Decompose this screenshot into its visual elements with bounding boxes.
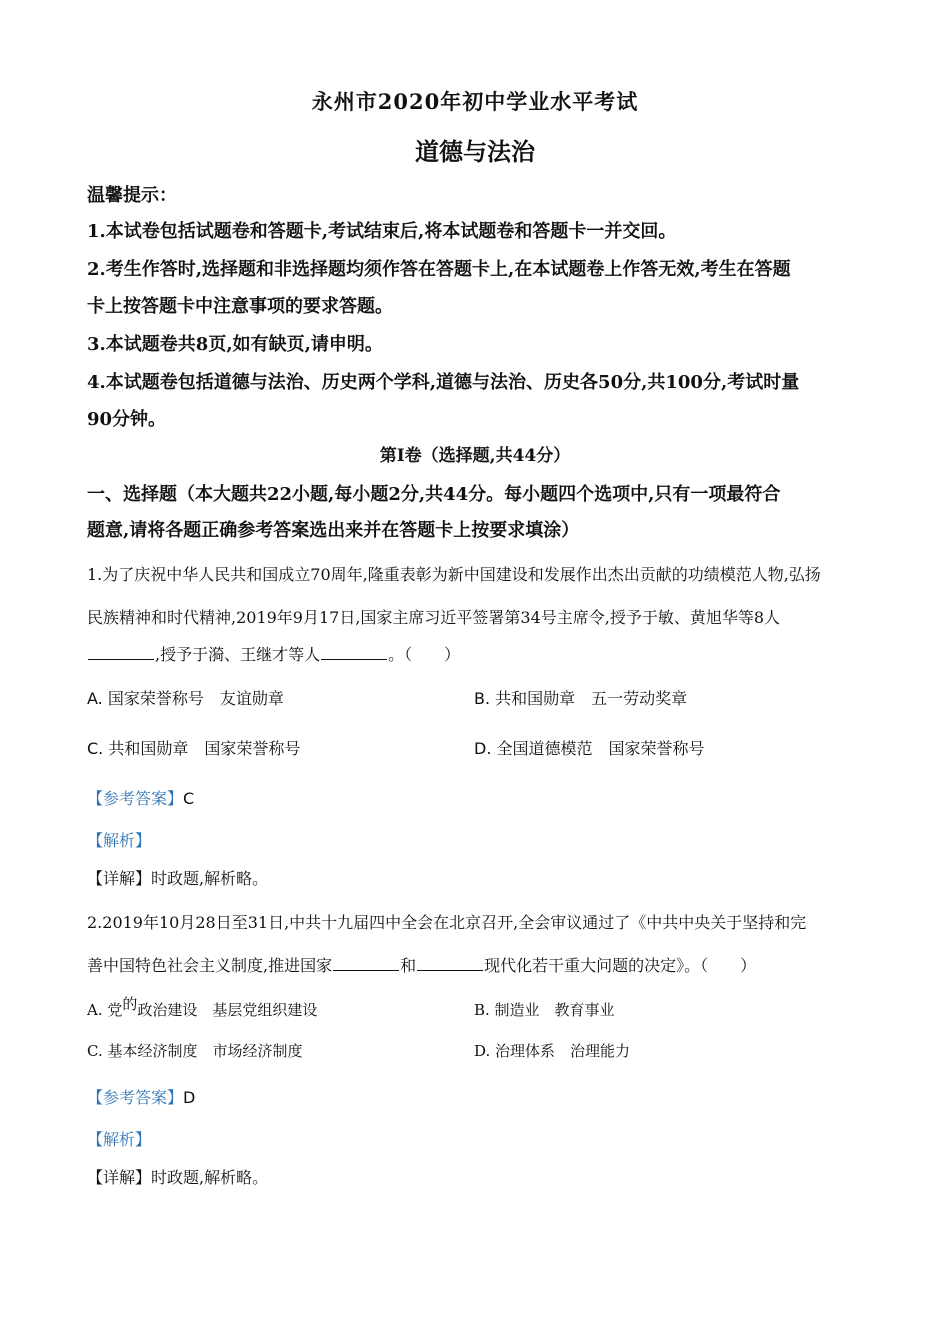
answer-blank — [321, 644, 387, 660]
question-1-option-a: A. 国家荣誉称号 友谊勋章 — [87, 689, 284, 708]
question-1-option-c: C. 共和国勋章 国家荣誉称号 — [87, 739, 301, 758]
answer-letter: D — [183, 1088, 196, 1107]
question-2-option-a: A. 党的政治建设 基层党组织建设 — [87, 995, 318, 1019]
question-2-text-cont: 善中国特色社会主义制度,推进国家 和 现代化若干重大问题的决定》。（ ） — [87, 956, 757, 975]
question-1-option-b: B. 共和国勋章 五一劳动奖章 — [474, 689, 688, 708]
answer-blank — [88, 644, 154, 660]
question-2-option-c: C. 基本经济制度 市场经济制度 — [87, 1042, 303, 1060]
question-2-option-b: B. 制造业 教育事业 — [474, 1001, 615, 1019]
question-1-text-cont: 民族精神和时代精神,2019年9月17日,国家主席习近平签署第34号主席令,授予于敏、黄旭华等8人 — [87, 608, 781, 627]
answer-letter: C — [183, 789, 195, 808]
notice-item-4: 4.本试题卷包括道德与法治、历史两个学科,道德与法治、历史各50分,共100分,考试时量 — [87, 372, 800, 393]
question-1-text: 1.为了庆祝中华人民共和国成立70周年,隆重表彰为新中国建设和发展作出杰出贡献的功绩模范人物,弘扬 — [87, 565, 821, 584]
question-1-option-d: D. 全国道德模范 国家荣誉称号 — [474, 739, 705, 758]
answer-blank — [417, 955, 483, 971]
question-2-answer: 【参考答案】D — [87, 1088, 196, 1107]
question-1-answer: 【参考答案】C — [87, 789, 195, 808]
notice-item-2: 2.考生作答时,选择题和非选择题均须作答在答题卡上,在本试题卷上作答无效,考生在答题 — [87, 259, 791, 280]
answer-blank — [333, 955, 399, 971]
subject-title: 道德与法治 — [415, 137, 535, 166]
question-2-text: 2.2019年10月28日至31日,中共十九届四中全会在北京召开,全会审议通过了《中共中央关于坚持和完 — [87, 913, 807, 932]
question-2-detail: 【详解】时政题,解析略。 — [87, 1168, 269, 1187]
question-2-option-d: D. 治理体系 治理能力 — [474, 1042, 631, 1060]
section-heading: 第Ⅰ卷（选择题,共44分） — [379, 446, 571, 466]
question-1-detail: 【详解】时政题,解析略。 — [87, 869, 269, 888]
section-instruction-cont: 题意,请将各题正确参考答案选出来并在答题卡上按要求填涂） — [87, 520, 580, 541]
notice-item-2-cont: 卡上按答题卡中注意事项的要求答题。 — [87, 296, 393, 317]
notice-label: 温馨提示： — [87, 185, 177, 206]
question-2-analysis-label: 【解析】 — [87, 1130, 152, 1149]
question-1-analysis-label: 【解析】 — [87, 831, 152, 850]
exam-title: 永州市2020年初中学业水平考试 — [311, 89, 639, 114]
notice-item-1: 1.本试卷包括试题卷和答题卡,考试结束后,将本试题卷和答题卡一并交回。 — [87, 221, 677, 242]
section-instruction: 一、选择题（本大题共22小题,每小题2分,共44分。每小题四个选项中,只有一项最符合 — [87, 484, 781, 505]
notice-item-4-cont: 90分钟。 — [87, 409, 167, 430]
notice-item-3: 3.本试题卷共8页,如有缺页,请申明。 — [87, 334, 383, 355]
question-1-text-end: ,授予于漪、王继才等人 。（ ） — [87, 642, 460, 665]
